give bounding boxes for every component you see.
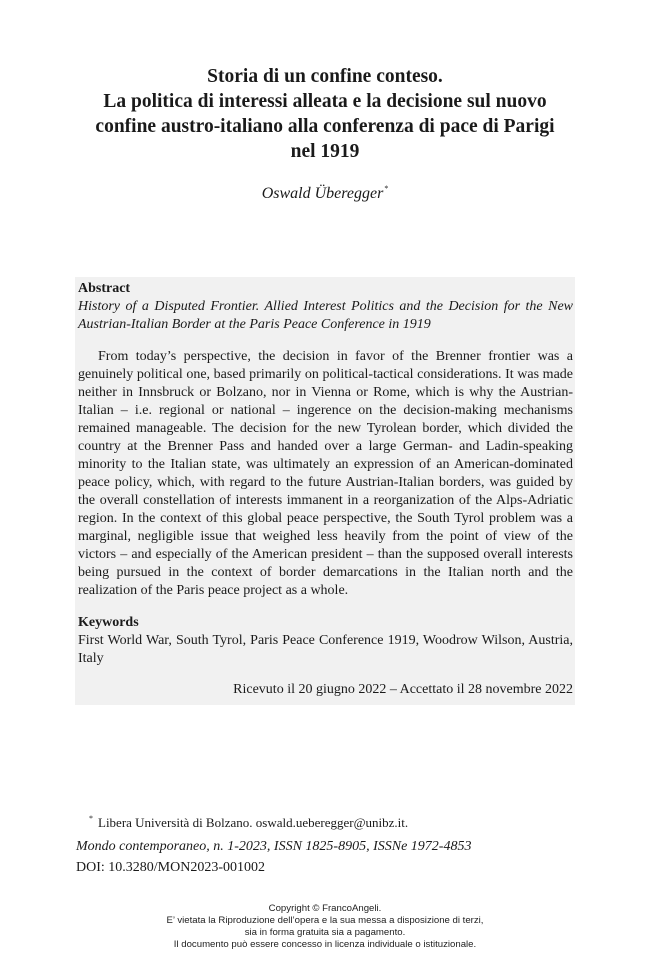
abstract-content (78, 280, 573, 699)
journal-citation: Mondo contemporaneo, n. 1-2023, ISSN 1825-8905, ISSNe 1972-4853 (76, 839, 472, 854)
abstract-body: From today’s perspective, the decision in favor of the Brenner frontier was a genuinely political one, based primarily on political-tactical considerations. It was made neither in Innsbruck or Bolzano, nor in Vienna or Rome, which is why the Austrian-Italian – i.e. regional or national – ingerence on the decision-making mechanisms remained manageable. The decision for the new Tyrolean border, which divided the country at the Brenner Pass and handed over a large German- and Ladin-speaking minority to the Italian state, was ultimately an expression of an American-dominated peace policy, which, with regard to the future Austrian-Italian borders, was guided by the overall constellation of interests immanent in a reorganization of the Alps-Adriatic region. In the context of this global peace perspective, the South Tyrol problem was a marginal, negligible issue that weighed less heavily from the point of view of the victors – and especially of the American president – than the supposed overall interests being pursued in the context of border demarcations in the Italian north and the realization of the Paris peace project as a whole. (78, 349, 573, 598)
footnote-text: Libera Università di Bolzano. oswald.ueberegger@unibz.it. (98, 815, 409, 830)
keywords-heading: Keywords (78, 615, 139, 630)
copyright-line: E’ vietata la Riproduzione dell’opera e la sua messa a disposizione di terzi, (166, 915, 484, 926)
title-line: Storia di un confine conteso. (207, 66, 443, 87)
copyright-line: sia in forma gratuita sia a pagamento. (244, 927, 406, 938)
author-name: Oswald Überegger (261, 185, 384, 202)
abstract-heading: Abstract (78, 281, 131, 296)
abstract-box (75, 277, 575, 705)
title-line: La politica di interessi alleata e la decisione sul nuovo (103, 91, 547, 112)
title-line: nel 1919 (290, 141, 360, 162)
copyright-line: Copyright © FrancoAngeli. (268, 903, 382, 914)
keywords-list: First World War, South Tyrol, Paris Peace Conference 1919, Woodrow Wilson, Austria, Italy (78, 633, 573, 666)
copyright-line: Il documento può essere concesso in licenza individuale o istituzionale. (173, 939, 477, 950)
author-line (0, 184, 650, 203)
article-title (60, 64, 590, 164)
doi-line[interactable]: DOI: 10.3280/MON2023-001002 (76, 860, 265, 875)
footnote-mark: * (89, 814, 93, 823)
received-accepted-dates: Ricevuto il 20 giugno 2022 – Accettato il 28 novembre 2022 (233, 682, 573, 697)
copyright-notice (0, 903, 650, 951)
author-footnote (89, 814, 408, 831)
title-line: confine austro-italiano alla conferenza di pace di Parigi (95, 116, 555, 137)
author-footnote-mark[interactable]: * (384, 184, 389, 193)
abstract-english-title: History of a Disputed Frontier. Allied Interest Politics and the Decision for the New Austrian-Italian Border at the Paris Peace Conference in 1919 (78, 299, 573, 332)
